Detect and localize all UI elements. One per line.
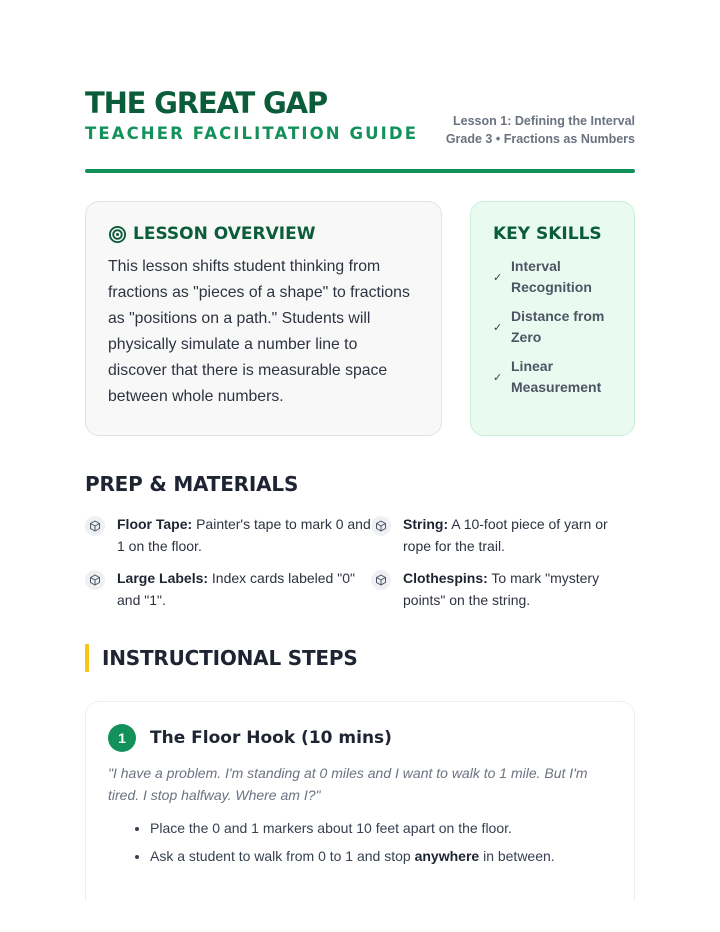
bullet-text-after: in between. (479, 848, 555, 864)
step-quote: "I have a problem. I'm standing at 0 miles and I want to walk to 1 mile. But I'm tired. I stop halfway. Where am I?" (108, 765, 588, 803)
header-divider (85, 169, 635, 173)
grade-label: Grade 3 • Fractions as Numbers (445, 132, 635, 146)
lesson-meta (446, 112, 635, 148)
material-name: Large Labels: (117, 570, 209, 586)
material-text (403, 567, 635, 611)
lesson-overview-card (85, 201, 442, 436)
material-item (85, 567, 371, 611)
overview-heading (108, 224, 419, 244)
material-text (117, 513, 371, 557)
cube-icon (85, 570, 105, 590)
material-item (371, 513, 635, 557)
material-desc: Index cards labeled "0" and "1". (117, 570, 355, 608)
check-icon: ✓ (493, 271, 503, 284)
skills-list (493, 256, 616, 398)
bullet-emphasis: anywhere (414, 848, 480, 864)
lesson-label: Lesson 1: Defining the Interval (453, 114, 635, 128)
materials-list (85, 513, 635, 611)
cube-icon (371, 516, 391, 536)
skill-label: Linear Measurement (511, 358, 602, 395)
material-name: Clothespins: (403, 570, 488, 586)
skill-item (493, 306, 616, 348)
cube-icon (85, 516, 105, 536)
skill-label: Distance from Zero (511, 308, 605, 345)
material-text (117, 567, 371, 611)
skill-item (493, 356, 616, 398)
skill-label: Interval Recognition (511, 258, 592, 295)
material-item (371, 567, 635, 611)
material-text (403, 513, 635, 557)
document-title: THE GREAT GAP (85, 86, 327, 120)
material-desc: Painter's tape to mark 0 and 1 on the floor. (117, 516, 371, 554)
document-header (85, 86, 635, 174)
bullet-text-before: Ask a student to walk from 0 to 1 and stop (150, 848, 415, 864)
step-number-badge: 1 (108, 724, 136, 752)
step-bullets (108, 818, 612, 866)
check-icon: ✓ (493, 321, 503, 334)
material-item (85, 513, 371, 557)
material-name: String: (403, 516, 449, 532)
step-heading (108, 724, 612, 752)
material-desc: To mark "mystery points" on the string. (403, 570, 600, 608)
prep-section-title: PREP & MATERIALS (85, 472, 299, 496)
key-skills-card (470, 201, 635, 436)
step-bullet (150, 846, 612, 866)
overview-text: This lesson shifts student thinking from fractions as "pieces of a shape" to fractions as "positions on a path." Students will physically simulate a number line to discover that there is measurable space between whole numbers. (108, 258, 410, 405)
overview-title: LESSON OVERVIEW (133, 224, 316, 244)
step-bullet: • Place the 0 and 1 markers about 10 feet apart on the floor. (150, 818, 612, 838)
document-subtitle: TEACHER FACILITATION GUIDE (85, 124, 419, 143)
steps-section-title: INSTRUCTIONAL STEPS (102, 646, 358, 670)
skills-title: KEY SKILLS (493, 224, 602, 244)
skill-item (493, 256, 616, 298)
step-card (85, 701, 635, 901)
material-desc: A 10-foot piece of yarn or rope for the trail. (403, 516, 608, 554)
step-title: The Floor Hook (10 mins) (150, 728, 392, 748)
section-accent-bar (85, 644, 89, 672)
cube-icon (371, 570, 391, 590)
check-icon: ✓ (493, 371, 503, 384)
material-name: Floor Tape: (117, 516, 193, 532)
target-icon (108, 225, 127, 244)
